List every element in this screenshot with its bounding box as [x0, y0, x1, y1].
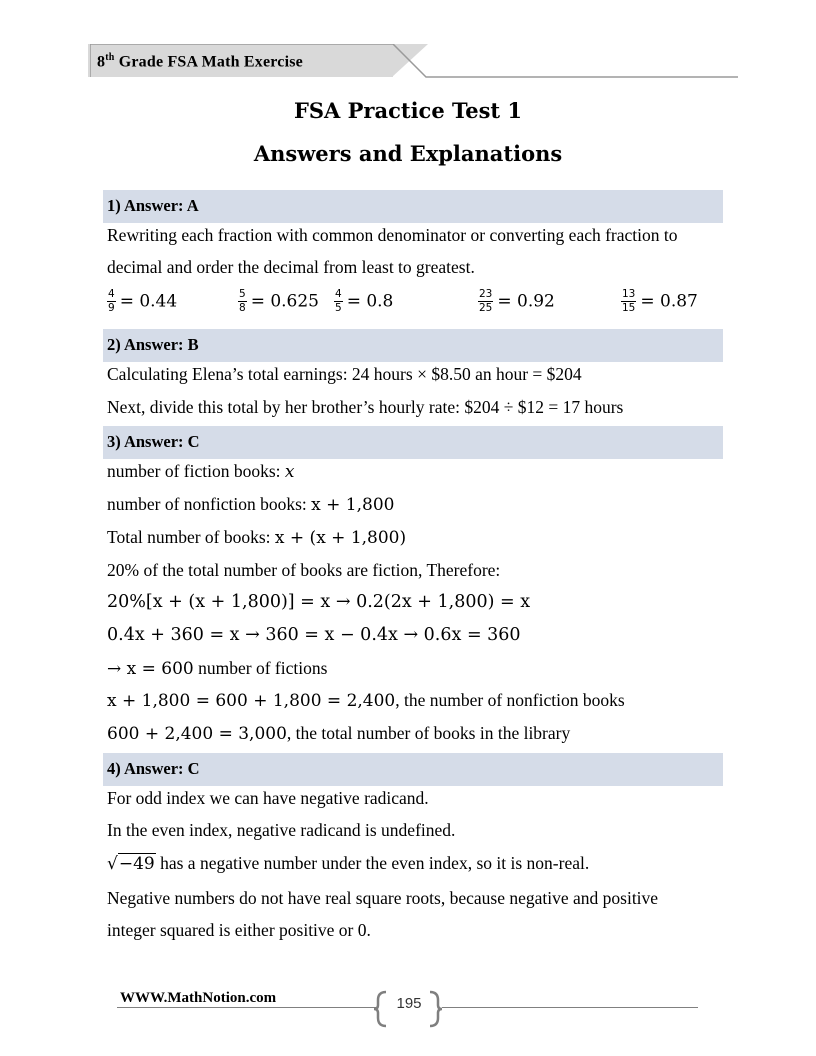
q3-line-3-math: x + (x + 1,800) — [274, 528, 407, 548]
q4-line-3 — [107, 853, 589, 874]
header-grade-number: 8 — [97, 53, 106, 71]
q3-line-2-text: number of nonfiction books: — [107, 494, 312, 514]
q3-line-9-text: , the total number of books in the library — [286, 723, 571, 743]
footer-rule-right — [442, 1007, 698, 1008]
q4-line-1: For odd index we can have negative radicand. — [107, 788, 429, 808]
fraction-value: = 0.87 — [640, 291, 698, 312]
q3-line-7-text: number of fictions — [193, 658, 328, 678]
page-subtitle: Answers and Explanations — [253, 141, 563, 166]
page-number: 195 — [396, 995, 422, 1012]
q2-text-1: Calculating Elena’s total earnings: 24 hours × $8.50 an hour = $204 — [107, 364, 582, 384]
q3-line-8-math: x + 1,800 = 600 + 1,800 = 2,400 — [107, 691, 396, 711]
q3-line-6: 0.4x + 360 = x → 360 = x − 0.4x → 0.6x = 360 — [107, 625, 521, 645]
q1-fraction-2 — [238, 288, 319, 322]
fraction-value: = 0.8 — [346, 291, 394, 312]
fraction-denominator: 15 — [622, 302, 636, 314]
fraction-value: = 0.625 — [250, 291, 320, 312]
header-title: Grade FSA Math Exercise — [114, 53, 303, 71]
q2-heading: 2) Answer: B — [107, 335, 199, 354]
fraction-numerator: 5 — [239, 288, 246, 300]
fraction-numerator: 4 — [108, 288, 115, 300]
fraction-numerator: 13 — [622, 288, 636, 300]
q3-line-8-text: , the number of nonfiction books — [395, 690, 625, 710]
q1-fraction-1 — [107, 288, 177, 322]
fraction-value: = 0.92 — [497, 291, 555, 312]
fraction-denominator: 5 — [335, 302, 342, 314]
q3-line-8 — [107, 690, 625, 711]
fraction-denominator: 25 — [479, 302, 493, 314]
q3-line-3 — [107, 527, 406, 548]
radicand: −49 — [118, 854, 155, 874]
q1-text-2: decimal and order the decimal from least to greatest. — [107, 257, 475, 277]
q2-text-2: Next, divide this total by her brother’s hourly rate: $204 ÷ $12 = 17 hours — [107, 397, 624, 417]
q4-line-4: Negative numbers do not have real square roots, because negative and positive — [107, 888, 659, 908]
fraction-denominator: 9 — [108, 302, 115, 314]
header-label — [97, 52, 303, 71]
q3-line-3-text: Total number of books: — [107, 527, 275, 547]
q3-line-4: 20% of the total number of books are fiction, Therefore: — [107, 560, 501, 580]
header-grade-suffix: th — [105, 52, 115, 63]
q3-line-1-math: x — [284, 462, 295, 482]
footer-rule-left — [117, 1007, 376, 1008]
q1-heading: 1) Answer: A — [107, 196, 199, 215]
footer-website: WWW.MathNotion.com — [120, 990, 277, 1006]
q3-line-7-math: → x = 600 — [107, 659, 194, 679]
fraction-value: = 0.44 — [119, 291, 178, 312]
q1-fraction-4 — [478, 288, 555, 322]
q4-heading: 4) Answer: C — [107, 759, 200, 778]
q1-fraction-3 — [334, 288, 393, 322]
q3-line-2-math: x + 1,800 — [311, 495, 395, 515]
fraction-numerator: 23 — [479, 288, 493, 300]
q3-line-1 — [107, 461, 294, 482]
q3-heading: 3) Answer: C — [107, 432, 200, 451]
q1-fraction-5 — [621, 288, 698, 322]
q3-line-5: 20%[x + (x + 1,800)] = x → 0.2(2x + 1,800) = x — [107, 592, 531, 612]
q4-line-3-text: has a negative number under the even index, so it is non-real. — [155, 853, 590, 873]
q3-line-9 — [107, 723, 570, 744]
q3-line-9-math: 600 + 2,400 = 3,000 — [107, 724, 287, 744]
fraction-denominator: 8 — [239, 302, 246, 314]
q3-line-7 — [107, 658, 327, 679]
page-title: FSA Practice Test 1 — [293, 98, 523, 123]
q1-text-1: Rewriting each fraction with common denominator or converting each fraction to — [107, 225, 678, 245]
fraction-numerator: 4 — [335, 288, 342, 300]
q4-line-2: In the even index, negative radicand is undefined. — [107, 820, 456, 840]
q3-line-2 — [107, 494, 394, 515]
q4-line-5: integer squared is either positive or 0. — [107, 920, 371, 940]
q3-line-1-text: number of fiction books: — [107, 461, 285, 481]
square-root: √−49 — [107, 854, 155, 874]
